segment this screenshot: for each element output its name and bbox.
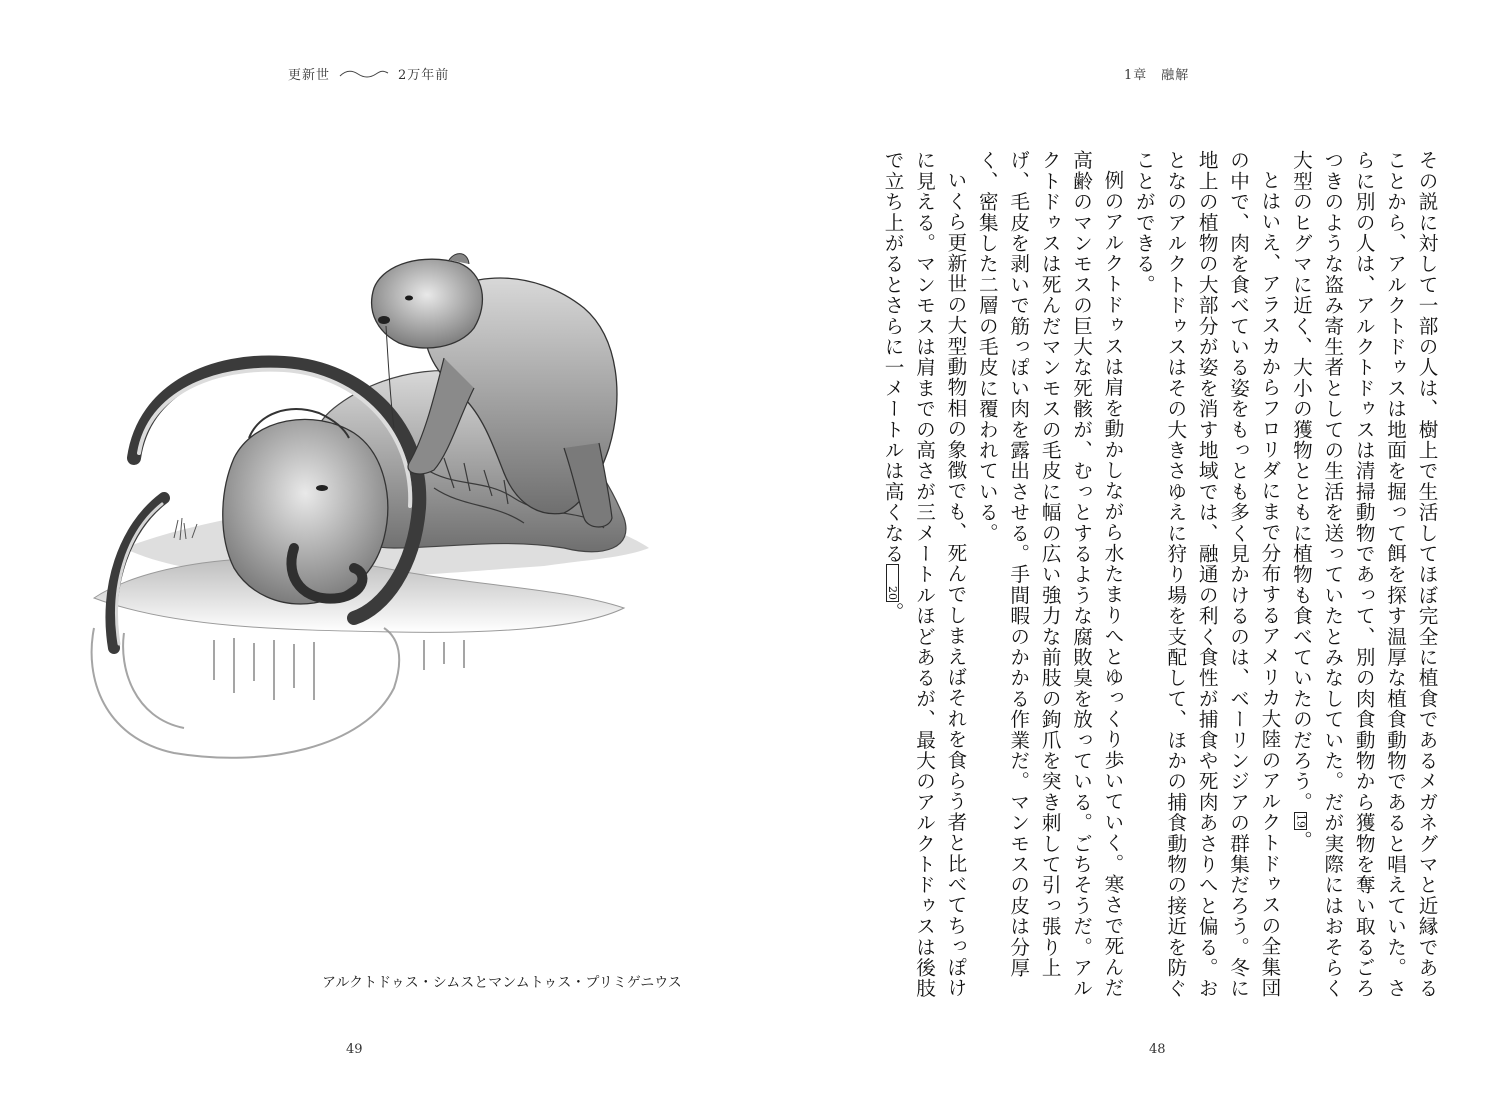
body-paragraph	[1128, 150, 1285, 1010]
illustration-bear-and-mammoth	[64, 248, 664, 768]
note-reference-marker: 19	[1294, 814, 1308, 829]
page-number-left: 49	[346, 1042, 363, 1057]
running-head-period: 2万年前	[398, 68, 450, 83]
paragraph-text-run: その説に対して一部の人は、樹上で生活してほぼ完全に植食であるメガネグマと近縁であることから、アルクトドゥスは地面を掘って餌を探す温厚な植食動物であると唱えていた。さらに別の人は、アルクトドゥスは清掃動物であって、別の肉食動物から獲物を奪い取るごろつきのような盗み寄生者としての生活を送っていたとみなしていた。だが実際にはおそらく大型のヒグマに近く、大小の獲物とともに植物も食べていたのだろう。	[1289, 150, 1438, 999]
right-page	[756, 0, 1512, 1111]
swash-ornament-icon	[338, 68, 390, 80]
bear-nose	[378, 316, 390, 324]
note-reference-marker: 20	[886, 564, 899, 602]
figure-caption: アルクトドゥス・シムスとマンムトゥス・プリミゲニウス	[322, 975, 682, 991]
running-head-left	[288, 64, 449, 83]
mammoth-eye	[316, 485, 328, 491]
paragraph-text-run: 例のアルクトドゥスは肩を動かしながら水たまりへとゆっくり歩いていく。寒さで死んだ高齢のマンモスの巨大な死骸が、むっとするような腐敗臭を放っている。ごちそうだ。アルクトドゥスは死んだマンモスの毛皮に幅の広い強力な前肢の鉤爪を突き刺して引っ張り上げ、毛皮を剥いで筋っぽい肉を露出させる。手間暇のかかる作業だ。マンモスの皮は分厚く、密集した二層の毛皮に覆われている。	[975, 150, 1124, 999]
body-text-vertical	[867, 150, 1442, 1010]
bear-eye	[405, 296, 413, 301]
paragraph-text-run: いくら更新世の大型動物相の象徴でも、死んでしまえばそれを食らう者と比べてちっぽけに見える。マンモスは肩までの高さが三メートルほどあるが、最大のアルクトドゥスは後肢で立ち上がるとさらに一メートルは高くなる	[881, 150, 967, 999]
body-paragraph	[1285, 150, 1442, 1010]
page-number-right: 48	[1149, 1042, 1166, 1057]
bear-head	[372, 259, 483, 348]
paragraph-text-run: とはいえ、アラスカからフロリダにまで分布するアメリカ大陸のアルクトドゥスの全集団の中で、肉を食べている姿をもっとも多く見かけるのは、ベーリンジアの群集だろう。冬に地上の植物の大部分が姿を消す地域では、融通の利く食性が捕食や死肉あさりへと偏る。おとなのアルクトドゥスはその大きさゆえに狩り場を支配して、ほかの捕食動物の接近を防ぐことができる。	[1132, 150, 1281, 999]
body-paragraph	[971, 150, 1128, 1010]
running-head-right: 1章 融解	[1124, 68, 1190, 83]
body-paragraph	[877, 150, 971, 1010]
paragraph-text-run: 。	[881, 601, 905, 623]
paragraph-text-run: 。	[1289, 830, 1313, 852]
water-reflections	[92, 628, 464, 758]
running-head-era: 更新世	[288, 68, 331, 83]
